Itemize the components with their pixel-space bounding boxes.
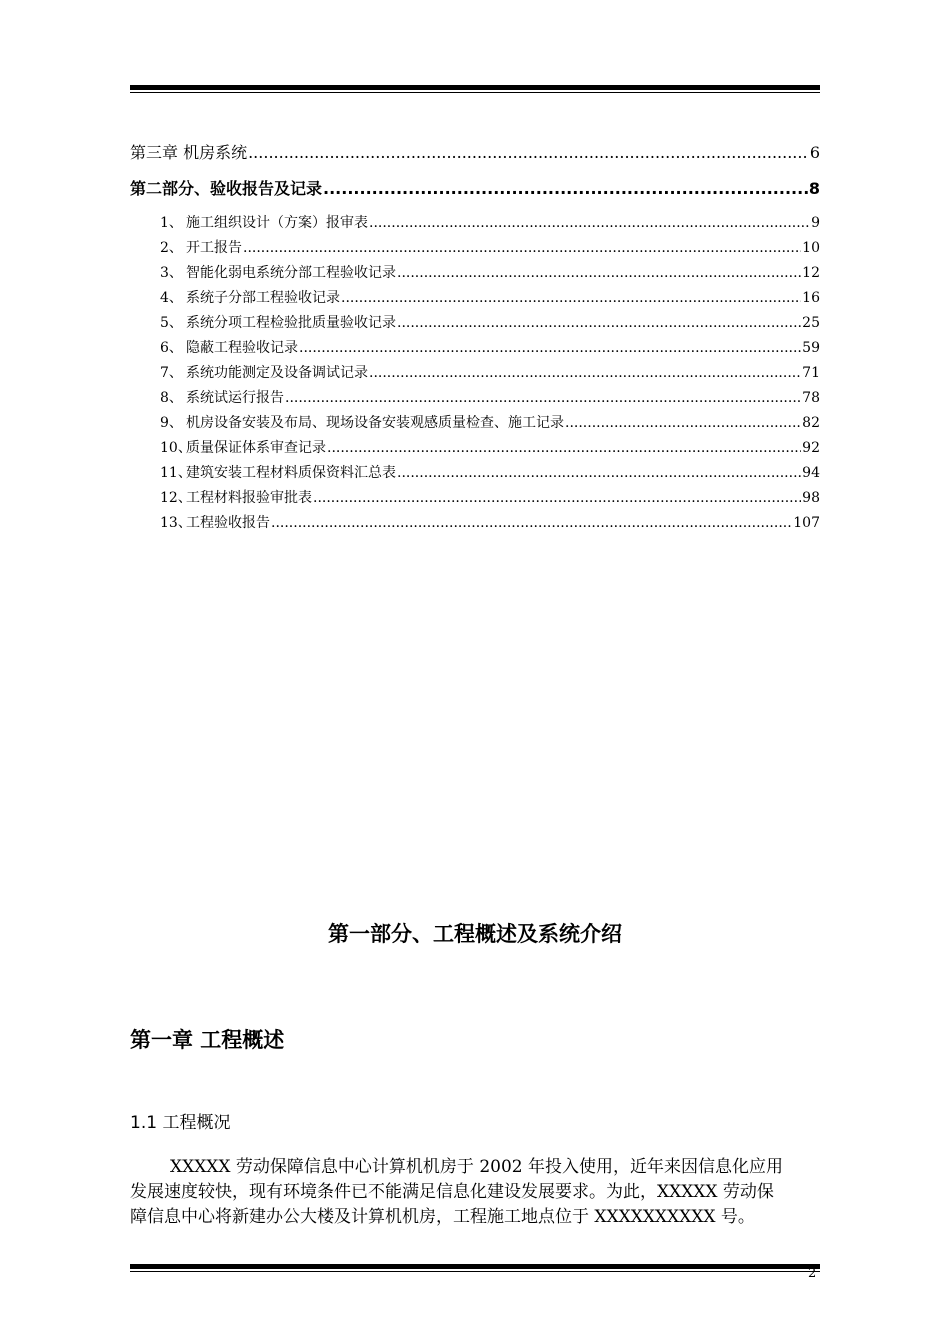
toc-item-number: 4、: [160, 290, 183, 306]
toc-page: 12: [802, 265, 820, 281]
toc-item-label: 建筑安装工程材料质保资料汇总表: [186, 465, 396, 481]
toc-item-number: 10、: [160, 440, 192, 456]
toc-leader: [271, 515, 792, 531]
page-number: 2: [808, 1266, 817, 1281]
toc-item-number: 5、: [160, 315, 183, 331]
toc-item-number: 13、: [160, 515, 192, 531]
toc-page: 94: [802, 465, 820, 481]
toc-page: 6: [809, 143, 820, 162]
toc-item-number: 11、: [160, 465, 192, 481]
toc-leader: [397, 465, 801, 481]
footer-rule: [130, 1264, 820, 1269]
toc-item-number: 6、: [160, 340, 183, 356]
toc-item[interactable]: [160, 337, 820, 357]
toc-page: 92: [802, 440, 820, 456]
toc-item-number: 9、: [160, 415, 183, 431]
toc-page: 71: [802, 365, 820, 381]
toc-leader: [397, 265, 801, 281]
body-line: 发展速度较快，现有环境条件已不能满足信息化建设发展要求。为此，XXXXX 劳动保: [130, 1182, 774, 1202]
toc-leader: [369, 365, 801, 381]
header-rule-thin: [130, 92, 820, 93]
toc-item-number: 12、: [160, 490, 192, 506]
toc-item-label: 系统试运行报告: [186, 390, 284, 406]
toc-leader: [327, 440, 801, 456]
toc-item-number: 2、: [160, 240, 183, 256]
body-line: 障信息中心将新建办公大楼及计算机机房，工程施工地点位于 XXXXXXXXXX 号。: [130, 1207, 755, 1227]
toc-leader: [369, 215, 810, 231]
toc-item[interactable]: [160, 212, 820, 232]
toc-item[interactable]: [160, 387, 820, 407]
toc-item[interactable]: [160, 287, 820, 307]
toc-item[interactable]: [160, 462, 820, 482]
toc-item-label: 质量保证体系审查记录: [186, 440, 326, 456]
toc-page: 10: [802, 240, 820, 256]
toc-item[interactable]: [160, 412, 820, 432]
toc-leader: [565, 415, 801, 431]
toc-item[interactable]: [160, 362, 820, 382]
toc-label: 第二部分、验收报告及记录: [130, 179, 323, 198]
toc-item-number: 3、: [160, 265, 183, 281]
body-line: XXXXX 劳动保障信息中心计算机机房于 2002 年投入使用，近年来因信息化应用: [170, 1157, 783, 1177]
toc-item-number: 1、: [160, 215, 183, 231]
toc-page: 98: [802, 490, 820, 506]
toc-label: 第三章 机房系统: [130, 143, 248, 162]
toc-item-label: 智能化弱电系统分部工程验收记录: [186, 265, 396, 281]
toc-leader: [248, 143, 809, 162]
toc-page: 25: [802, 315, 820, 331]
part-title: 第一部分、工程概述及系统介绍: [328, 922, 622, 946]
toc-item[interactable]: [160, 437, 820, 457]
toc-item-label: 施工组织设计（方案）报审表: [186, 215, 368, 231]
toc-item-label: 系统功能测定及设备调试记录: [186, 365, 368, 381]
footer-rule-thin: [130, 1271, 820, 1272]
toc-item[interactable]: [160, 312, 820, 332]
toc-leader: [285, 390, 801, 406]
toc-item-label: 工程材料报验审批表: [186, 490, 312, 506]
toc-item-label: 工程验收报告: [186, 515, 270, 531]
toc-leader: [397, 315, 801, 331]
toc-item-label: 隐蔽工程验收记录: [186, 340, 298, 356]
toc-page: 59: [802, 340, 820, 356]
toc-page: 8: [808, 179, 820, 198]
toc-item[interactable]: [160, 262, 820, 282]
toc-leader: [299, 340, 801, 356]
toc-page: 78: [802, 390, 820, 406]
toc-leader: [243, 240, 801, 256]
toc-item[interactable]: [160, 237, 820, 257]
section-title: 1.1 工程概况: [130, 1113, 231, 1133]
toc-leader: [323, 179, 808, 198]
toc-page: 9: [811, 215, 820, 231]
toc-item-number: 8、: [160, 390, 183, 406]
toc-entry-part-two[interactable]: [130, 176, 820, 199]
toc-item-label: 系统子分部工程验收记录: [186, 290, 340, 306]
header-rule: [130, 85, 820, 90]
toc-leader: [341, 290, 801, 306]
toc-item[interactable]: [160, 487, 820, 507]
chapter-title: 第一章 工程概述: [130, 1028, 285, 1052]
toc-page: 16: [802, 290, 820, 306]
toc-item-label: 系统分项工程检验批质量验收记录: [186, 315, 396, 331]
toc-item-label: 机房设备安装及布局、现场设备安装观感质量检查、施工记录: [186, 415, 564, 431]
toc-item-number: 7、: [160, 365, 183, 381]
body-paragraph: [130, 1155, 820, 1230]
toc-item-label: 开工报告: [186, 240, 242, 256]
toc-leader: [313, 490, 801, 506]
toc-item[interactable]: [160, 512, 820, 532]
toc-page: 107: [793, 515, 820, 531]
toc-page: 82: [802, 415, 820, 431]
toc-entry-chapter-three[interactable]: [130, 140, 820, 163]
